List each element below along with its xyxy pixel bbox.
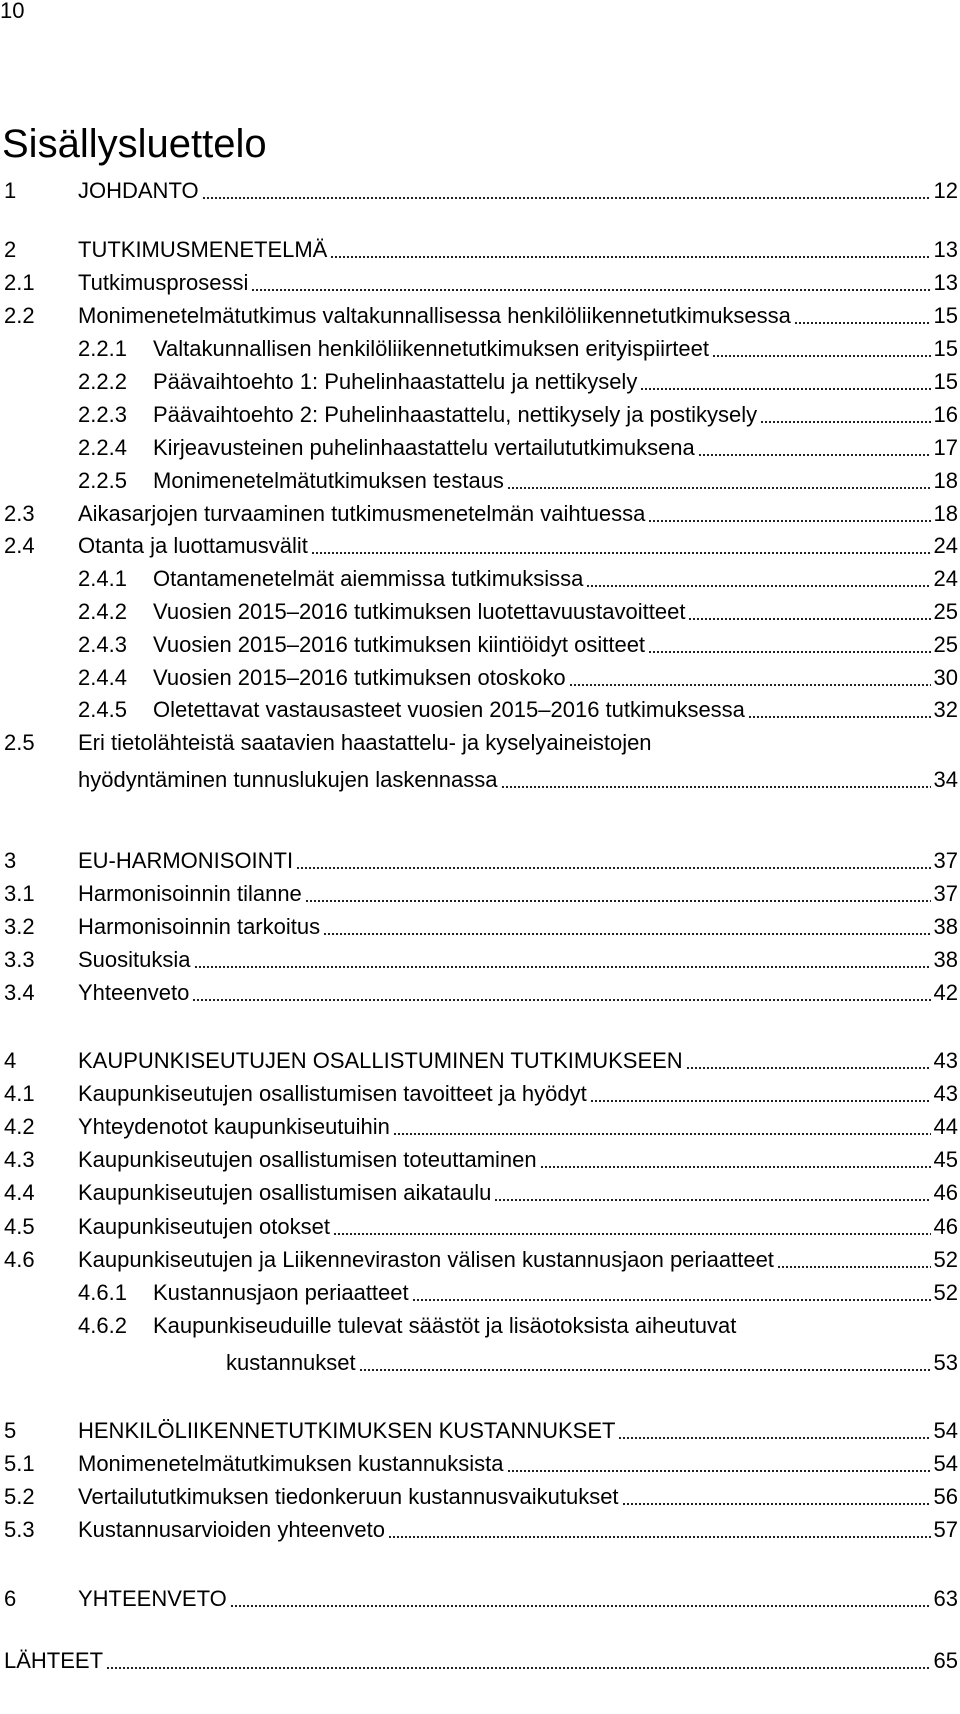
toc-entry-page: 18 xyxy=(933,468,958,493)
toc-dot-leader xyxy=(296,867,930,869)
toc-entry-number: 2.2 xyxy=(4,303,35,328)
toc-entry-title-continued: hyödyntäminen tunnuslukujen laskennassa xyxy=(78,767,498,792)
toc-entry-page: 15 xyxy=(933,336,958,361)
toc-dot-leader xyxy=(648,520,930,522)
toc-entry-title: Kaupunkiseutujen otokset xyxy=(78,1214,330,1239)
toc-entry-number: 3.2 xyxy=(4,914,35,939)
toc-entry-number: 3.1 xyxy=(4,881,35,906)
toc-entry-page: 53 xyxy=(933,1350,958,1375)
toc-dot-leader xyxy=(590,1100,931,1102)
toc-dot-leader xyxy=(305,900,931,902)
toc-entry-number: 5.3 xyxy=(4,1517,35,1542)
toc-entry-page: 43 xyxy=(933,1081,958,1106)
toc-dot-leader xyxy=(333,1233,931,1235)
toc-entry-title: Valtakunnallisen henkilöliikennetutkimuksen erityispiirteet xyxy=(153,336,709,361)
toc-entry-title: Yhteydenotot kaupunkiseutuihin xyxy=(78,1114,390,1139)
toc-dot-leader xyxy=(777,1266,931,1268)
toc-entry-page: 34 xyxy=(933,767,958,792)
toc-entry-title: Otantamenetelmät aiemmissa tutkimuksissa xyxy=(153,566,584,591)
toc-dot-leader xyxy=(698,454,931,456)
toc-entry-number: 2.4.4 xyxy=(78,665,127,690)
toc-entry-title: Kustannusarvioiden yhteenveto xyxy=(78,1517,385,1542)
toc-entry-page: 15 xyxy=(933,303,958,328)
toc-entry-page: 44 xyxy=(933,1114,958,1139)
toc-dot-leader xyxy=(569,684,931,686)
toc-entry-number: 4.2 xyxy=(4,1114,35,1139)
toc-entry-page: 25 xyxy=(933,632,958,657)
toc-entry-number: 2.2.2 xyxy=(78,369,127,394)
toc-entry-title: Päävaihtoehto 2: Puhelinhaastattelu, nettikysely ja postikysely xyxy=(153,402,758,427)
toc-entry[interactable] xyxy=(0,1578,960,1618)
toc-entry[interactable] xyxy=(0,1509,960,1549)
toc-entry-title: Päävaihtoehto 1: Puhelinhaastattelu ja nettikysely xyxy=(153,369,638,394)
toc-entry-number: 4.6 xyxy=(4,1247,35,1272)
toc-title: Sisällysluettelo xyxy=(2,122,267,166)
toc-entry-number: 2 xyxy=(4,237,17,262)
toc-dot-leader xyxy=(760,421,930,423)
toc-dot-leader xyxy=(192,999,930,1001)
toc-entry-page: 13 xyxy=(933,270,958,295)
toc-entry-title: KAUPUNKISEUTUJEN OSALLISTUMINEN TUTKIMUKSEEN xyxy=(78,1048,683,1073)
toc-entry-page: 42 xyxy=(933,980,958,1005)
toc-entry-number: 1 xyxy=(4,178,17,203)
toc-entry-title: Harmonisoinnin tilanne xyxy=(78,881,302,906)
toc-entry-number: 6 xyxy=(4,1586,17,1611)
toc-entry-title: Kaupunkiseutujen osallistumisen toteuttaminen xyxy=(78,1147,537,1172)
toc-entry-number: 2.4.1 xyxy=(78,566,127,591)
toc-entry-page: 16 xyxy=(933,402,958,427)
toc-entry-page: 57 xyxy=(933,1517,958,1542)
toc-dot-leader xyxy=(648,651,930,653)
page-number: 10 xyxy=(0,0,25,23)
toc-entry-number: 4.1 xyxy=(4,1081,35,1106)
toc-entry-page: 18 xyxy=(933,501,958,526)
toc-entry-title: EU-HARMONISOINTI xyxy=(78,848,294,873)
toc-dot-leader xyxy=(712,355,931,357)
toc-entry-title: Tutkimusprosessi xyxy=(78,270,249,295)
toc-entry-number: 2.4.5 xyxy=(78,697,127,722)
toc-entry-page: 25 xyxy=(933,599,958,624)
toc-dot-leader xyxy=(388,1536,931,1538)
toc-entry-title: Kaupunkiseutujen ja Liikenneviraston välisen kustannusjaon periaatteet xyxy=(78,1247,774,1272)
toc-dot-leader xyxy=(501,786,931,788)
toc-entry[interactable] xyxy=(0,722,960,762)
toc-entry-page: 30 xyxy=(933,665,958,690)
toc-entry-title: Monimenetelmätutkimuksen kustannuksista xyxy=(78,1451,504,1476)
toc-entry-number: 2.1 xyxy=(4,270,35,295)
toc-entry-title: YHTEENVETO xyxy=(78,1586,227,1611)
toc-dot-leader xyxy=(323,933,930,935)
toc-entry-title: Kaupunkiseutujen osallistumisen aikataulu xyxy=(78,1180,492,1205)
toc-entry[interactable] xyxy=(0,972,960,1012)
toc-dot-leader xyxy=(622,1503,931,1505)
toc-entry-title: Otanta ja luottamusvälit xyxy=(78,533,308,558)
toc-entry[interactable] xyxy=(0,1640,960,1680)
toc-entry-number: 4.4 xyxy=(4,1180,35,1205)
toc-entry-continuation[interactable] xyxy=(0,759,960,799)
toc-entry-page: 43 xyxy=(933,1048,958,1073)
toc-dot-leader xyxy=(540,1166,931,1168)
toc-entry-number: 2.3 xyxy=(4,501,35,526)
toc-entry[interactable] xyxy=(0,170,960,210)
toc-entry-number: 4.6.1 xyxy=(78,1280,127,1305)
toc-dot-leader xyxy=(393,1133,931,1135)
toc-entry-number: 2.4.3 xyxy=(78,632,127,657)
toc-dot-leader xyxy=(251,289,930,291)
toc-entry-continuation[interactable] xyxy=(0,1342,960,1382)
toc-dot-leader xyxy=(688,618,930,620)
toc-entry-page: 52 xyxy=(933,1247,958,1272)
toc-entry-title: Aikasarjojen turvaaminen tutkimusmenetelmän vaihtuessa xyxy=(78,501,646,526)
toc-entry[interactable] xyxy=(0,1305,960,1345)
toc-entry-title-continued: kustannukset xyxy=(226,1350,356,1375)
toc-entry-page: 12 xyxy=(933,178,958,203)
toc-dot-leader xyxy=(202,197,931,199)
toc-entry-page: 45 xyxy=(933,1147,958,1172)
toc-entry-page: 37 xyxy=(933,848,958,873)
toc-entry-title: Yhteenveto xyxy=(78,980,190,1005)
toc-entry-page: 15 xyxy=(933,369,958,394)
toc-entry-page: 32 xyxy=(933,697,958,722)
toc-dot-leader xyxy=(194,966,931,968)
toc-entry-number: 2.2.4 xyxy=(78,435,127,460)
toc-dot-leader xyxy=(586,585,930,587)
toc-entry-page: 38 xyxy=(933,947,958,972)
toc-entry-title: Kaupunkiseuduille tulevat säästöt ja lisäotoksista aiheutuvat xyxy=(153,1313,737,1338)
toc-entry-page: 46 xyxy=(933,1214,958,1239)
toc-dot-leader xyxy=(494,1199,930,1201)
toc-entry-number: 4.5 xyxy=(4,1214,35,1239)
toc-entry-page: 54 xyxy=(933,1418,958,1443)
toc-entry-title: Oletettavat vastausasteet vuosien 2015–2016 tutkimuksessa xyxy=(153,697,745,722)
toc-entry-title: Monimenetelmätutkimus valtakunnallisessa henkilöliikennetutkimuksessa xyxy=(78,303,791,328)
toc-entry-page: 38 xyxy=(933,914,958,939)
toc-dot-leader xyxy=(359,1369,931,1371)
toc-entry-title: Monimenetelmätutkimuksen testaus xyxy=(153,468,504,493)
toc-dot-leader xyxy=(230,1605,931,1607)
toc-entry-number: 2.2.5 xyxy=(78,468,127,493)
toc-entry-number: 2.4 xyxy=(4,533,35,558)
toc-entry-page: 65 xyxy=(933,1648,958,1673)
toc-dot-leader xyxy=(686,1067,931,1069)
toc-entry-page: 24 xyxy=(933,533,958,558)
toc-entry-title: Vuosien 2015–2016 tutkimuksen otoskoko xyxy=(153,665,566,690)
toc-dot-leader xyxy=(618,1437,930,1439)
toc-dot-leader xyxy=(507,1470,931,1472)
toc-entry-page: 52 xyxy=(933,1280,958,1305)
toc-entry-title: Vuosien 2015–2016 tutkimuksen luotettavuustavoitteet xyxy=(153,599,686,624)
toc-dot-leader xyxy=(330,256,930,258)
toc-entry-page: 54 xyxy=(933,1451,958,1476)
toc-entry-title: Harmonisoinnin tarkoitus xyxy=(78,914,321,939)
toc-entry-number: 4.3 xyxy=(4,1147,35,1172)
toc-dot-leader xyxy=(412,1299,931,1301)
toc-entry-title: Vertailututkimuksen tiedonkeruun kustannusvaikutukset xyxy=(78,1484,619,1509)
toc-dot-leader xyxy=(311,552,931,554)
toc-entry-title: HENKILÖLIIKENNETUTKIMUKSEN KUSTANNUKSET xyxy=(78,1418,616,1443)
toc-entry-number: 4 xyxy=(4,1048,17,1073)
toc-entry-number: 4.6.2 xyxy=(78,1313,127,1338)
toc-entry-number: 2.2.1 xyxy=(78,336,127,361)
toc-entry-number: 5.2 xyxy=(4,1484,35,1509)
toc-entry-title: Kirjeavusteinen puhelinhaastattelu vertailututkimuksena xyxy=(153,435,695,460)
toc-entry-number: 3.4 xyxy=(4,980,35,1005)
toc-entry-title: TUTKIMUSMENETELMÄ xyxy=(78,237,328,262)
toc-entry-title: Kaupunkiseutujen osallistumisen tavoitteet ja hyödyt xyxy=(78,1081,587,1106)
toc-entry-number: 2.4.2 xyxy=(78,599,127,624)
toc-entry-page: 63 xyxy=(933,1586,958,1611)
toc-dot-leader xyxy=(748,716,931,718)
toc-entry-number: 5.1 xyxy=(4,1451,35,1476)
toc-entry-title: Suosituksia xyxy=(78,947,191,972)
toc-entry-number: 2.2.3 xyxy=(78,402,127,427)
toc-entry-page: 46 xyxy=(933,1180,958,1205)
toc-entry-page: 24 xyxy=(933,566,958,591)
toc-entry-number: 3 xyxy=(4,848,17,873)
toc-dot-leader xyxy=(794,322,931,324)
toc-dot-leader xyxy=(507,487,931,489)
toc-entry-title: LÄHTEET xyxy=(4,1648,104,1673)
toc-dot-leader xyxy=(640,388,930,390)
toc-dot-leader xyxy=(106,1667,930,1669)
toc-entry-title: JOHDANTO xyxy=(78,178,199,203)
toc-entry-page: 13 xyxy=(933,237,958,262)
toc-entry-number: 5 xyxy=(4,1418,17,1443)
toc-entry-title: Eri tietolähteistä saatavien haastattelu- ja kyselyaineistojen xyxy=(78,730,652,755)
toc-entry-page: 37 xyxy=(933,881,958,906)
toc-entry-number: 2.5 xyxy=(4,730,35,755)
toc-entry-page: 56 xyxy=(933,1484,958,1509)
toc-entry-number: 3.3 xyxy=(4,947,35,972)
toc-entry-title: Kustannusjaon periaatteet xyxy=(153,1280,409,1305)
toc-entry-title: Vuosien 2015–2016 tutkimuksen kiintiöidyt ositteet xyxy=(153,632,646,657)
toc-entry-page: 17 xyxy=(933,435,958,460)
